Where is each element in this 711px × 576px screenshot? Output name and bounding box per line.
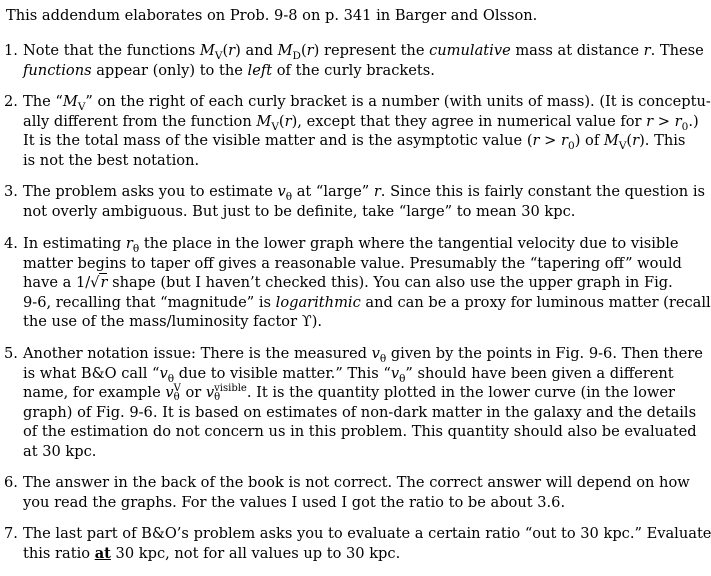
text-line: In estimating $r_\theta$ the place in the lower graph where the tangential velocity due to visible — [23, 235, 679, 255]
math-symbol: r — [632, 132, 640, 149]
list-item-5 — [4, 344, 703, 461]
subscript: 0 — [568, 139, 575, 152]
item-number: 6. — [4, 474, 18, 491]
item-text — [23, 92, 711, 170]
math-symbol: M — [603, 132, 619, 149]
subscript: 0 — [681, 120, 689, 133]
text-line: is not the best notation. — [23, 151, 200, 169]
math-symbol: r — [125, 235, 133, 252]
item-text — [23, 524, 711, 563]
item-number: 4. — [4, 235, 18, 252]
math-symbol: r — [674, 112, 682, 130]
text-line: The “$M_V$” on the right of each curly bracket is a number (with units of mass). (It is conceptu- — [23, 93, 711, 113]
emphasis: left — [247, 61, 273, 79]
math-symbol: v — [165, 384, 174, 401]
underlined-word: at — [94, 544, 111, 562]
subscript: V — [618, 139, 627, 152]
math-symbol: M — [277, 42, 293, 59]
radicand: r — [100, 274, 108, 291]
sup-sub-script — [174, 384, 181, 402]
text-line: not overly ambiguous. But just to be definite, take “large” to mean 30 kpc. — [23, 202, 576, 220]
item-number: 2. — [4, 93, 18, 110]
text-line: of the estimation do not concern us in this problem. This quantity should also be evaluated — [23, 423, 697, 440]
text-line: is what B&O call “$v_\theta$ due to visible matter.” This “$v_\theta$” should have been given a different — [23, 364, 674, 385]
emphasis: logarithmic — [275, 293, 361, 311]
text-line: The problem asks you to estimate $v_\theta$ at “large” r. Since this is fairly constant the question is — [23, 183, 705, 203]
math-symbol: v — [371, 345, 380, 362]
item-number: 7. — [4, 525, 18, 542]
text-line: name, for example v V θ or v visible θ . It is the quantity plotted in the lower curve (in the lower — [23, 383, 675, 403]
text-line: Another notation issue: There is the measured $v_\theta$ given by the points in Fig. 9-6. Then there — [23, 345, 703, 365]
subscript: V — [271, 120, 279, 133]
list-item-3 — [4, 182, 705, 221]
text-line: graph) of Fig. 9-6. It is based on estimates of non-dark matter in the galaxy and the details — [23, 403, 697, 421]
math-symbol: r — [306, 42, 314, 59]
text-line: you read the graphs. For the values I used I got the ratio to be about 3.6. — [23, 493, 566, 511]
emphasis: functions — [23, 61, 92, 79]
subscript: θ — [214, 392, 221, 403]
subscript: θ — [399, 372, 406, 385]
text-line: The last part of B&O’s problem asks you to evaluate a certain ratio “out to 30 kpc.” Evaluate — [23, 525, 711, 542]
subscript: θ — [379, 352, 387, 365]
math-symbol: v — [159, 364, 168, 382]
intro-paragraph: This addendum elaborates on Prob. 9-8 on p. 341 in Barger and Olsson. — [6, 7, 538, 24]
math-symbol: r — [373, 183, 381, 200]
list-item-6 — [4, 473, 690, 512]
subscript: θ — [167, 372, 175, 385]
text-line: It is the total mass of the visible matter and is the asymptotic value $(r > r_0)$ of $M_V(r)$. This — [23, 132, 686, 152]
list-item-4 — [4, 234, 711, 332]
text-line: The answer in the back of the book is not correct. The correct answer will depend on how — [23, 474, 690, 491]
superscript: V — [173, 383, 181, 394]
list-item-1 — [4, 41, 704, 80]
item-number: 5. — [4, 345, 18, 362]
sup-sub-script — [214, 384, 247, 402]
math-symbol: M — [256, 112, 272, 130]
item-text — [23, 344, 703, 461]
math-symbol: r — [646, 112, 654, 130]
math-symbol: M — [62, 93, 78, 110]
subscript: θ — [285, 190, 293, 203]
math-symbol: r — [561, 132, 569, 149]
list-item-7 — [4, 524, 711, 563]
math-symbol: r — [643, 42, 651, 59]
square-root: √r — [90, 274, 108, 291]
list-item-2 — [4, 92, 711, 170]
text-line: at 30 kpc. — [23, 442, 97, 460]
subscript: V — [77, 100, 86, 113]
item-text — [23, 234, 711, 332]
math-symbol: v — [390, 364, 400, 382]
item-number: 3. — [4, 183, 18, 200]
superscript: visible — [214, 383, 247, 394]
math-symbol: r — [228, 42, 236, 59]
math-symbol: r — [284, 112, 292, 130]
math-symbol: v — [205, 384, 215, 401]
item-text — [23, 41, 704, 80]
text-line: matter begins to taper off gives a reasonable value. Presumably the “tapering off” would — [23, 254, 682, 272]
text-line: the use of the mass/luminosity factor ϒ). — [23, 313, 323, 330]
subscript: θ — [132, 242, 140, 255]
text-line: have a 1/√r shape (but I haven’t checked this). You can also use the upper graph in Fig. — [23, 274, 673, 291]
text-line: functions appear (only) to the left of the curly brackets. — [23, 61, 435, 79]
item-text — [23, 473, 690, 512]
subscript: θ — [173, 392, 180, 403]
subscript: V — [214, 49, 223, 62]
item-text — [23, 182, 705, 221]
math-symbol: M — [199, 42, 215, 59]
subscript: D — [292, 49, 301, 62]
math-symbol: v — [277, 183, 286, 200]
item-number: 1. — [4, 42, 18, 59]
math-symbol: r — [532, 132, 540, 149]
emphasis: cumulative — [429, 42, 511, 59]
text-line: ally different from the function $M_V(r)$, except that they agree in numerical value for $r > r_0$.) — [23, 112, 699, 133]
text-line: this ratio at 30 kpc, not for all values up to 30 kpc. — [23, 544, 401, 562]
text-line: Note that the functions $M_V(r)$ and $M_D(r)$ represent the cumulative mass at distance r. These — [23, 42, 704, 62]
text-line: 9-6, recalling that “magnitude” is logarithmic and can be a proxy for luminous matter (recall — [23, 293, 711, 311]
